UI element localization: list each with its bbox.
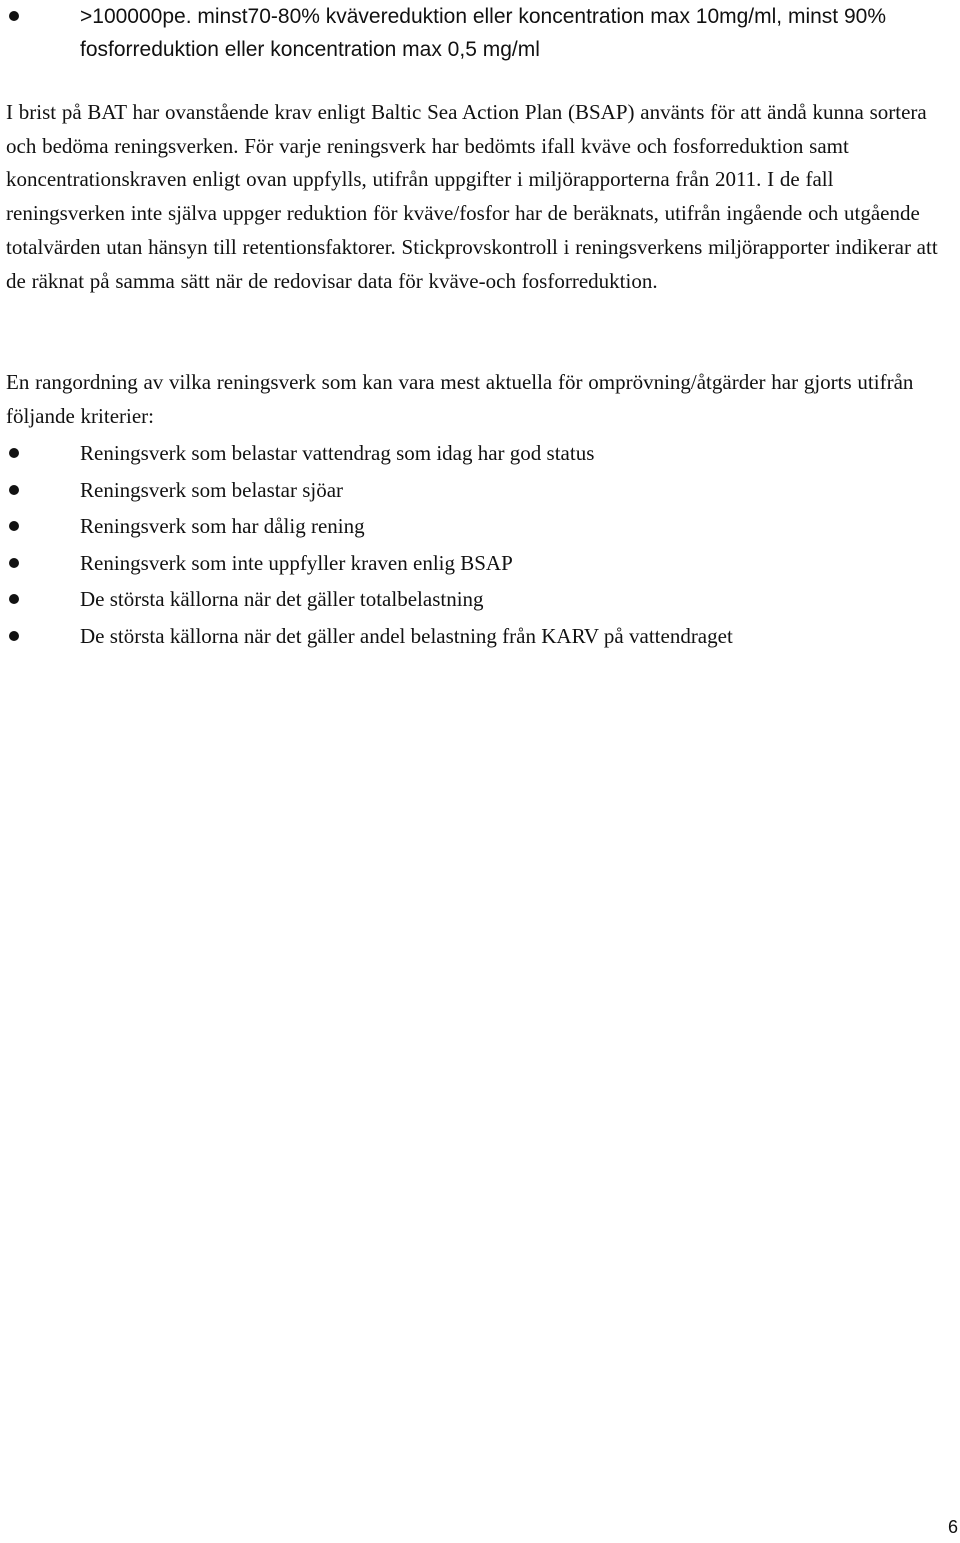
criteria-list (0, 435, 950, 655)
criteria-item-text: Reningsverk som har dålig rening (80, 514, 365, 539)
criteria-item-text: Reningsverk som belastar sjöar (80, 477, 344, 502)
bullet-icon (9, 485, 19, 495)
bullet-icon (9, 11, 19, 21)
bullet-icon (9, 558, 19, 568)
requirement-bullet (0, 0, 950, 66)
list-item (0, 472, 950, 509)
bullet-icon (9, 521, 19, 531)
list-item (0, 508, 950, 545)
bullet-icon (9, 594, 19, 604)
criteria-item-text: Reningsverk som belastar vattendrag som idag har god status (80, 441, 595, 465)
bullet-icon (9, 448, 19, 458)
bsap-paragraph: I brist på BAT har ovanstående krav enligt Baltic Sea Action Plan (BSAP) använts för att ändå kunna sortera och bedöma reningsverken. För varje reningsverk har bedömts ifall kväve och fosforreduktion samt koncentrationskraven enligt ovan uppfylls, utifrån uppgifter i miljörapporterna från 2011. I de fall reningsverken inte själva uppger reduktion för kväve/fosfor har de beräknats, utifrån ingående och utgående totalvärden utan hänsyn till retentionsfaktorer. Stickprovskontroll i reningsverkens miljörapporter indikerar att de räknat på samma sätt när de redovisar data för kväve-och fosforreduktion. (6, 100, 938, 293)
criteria-item-text: De största källorna när det gäller totalbelastning (80, 587, 484, 612)
bullet-icon (9, 631, 19, 641)
list-item (0, 545, 950, 582)
ranking-intro-paragraph: En rangordning av vilka reningsverk som kan vara mest aktuella för omprövning/åtgärder har gjorts utifrån följande kriterier: (6, 370, 914, 428)
requirement-text: >100000pe. minst70-80% kvävereduktion eller koncentration max 10mg/ml, minst 90% fosforreduktion eller koncentration max 0,5 mg/ml (80, 5, 887, 61)
list-item (0, 435, 950, 472)
list-item (0, 618, 950, 655)
criteria-item-text: De största källorna när det gäller andel belastning från KARV på vattendraget (80, 623, 733, 648)
list-item (0, 581, 950, 618)
page-number: 6 (947, 1517, 958, 1537)
criteria-item-text: Reningsverk som inte uppfyller kraven enlig BSAP (80, 550, 513, 575)
